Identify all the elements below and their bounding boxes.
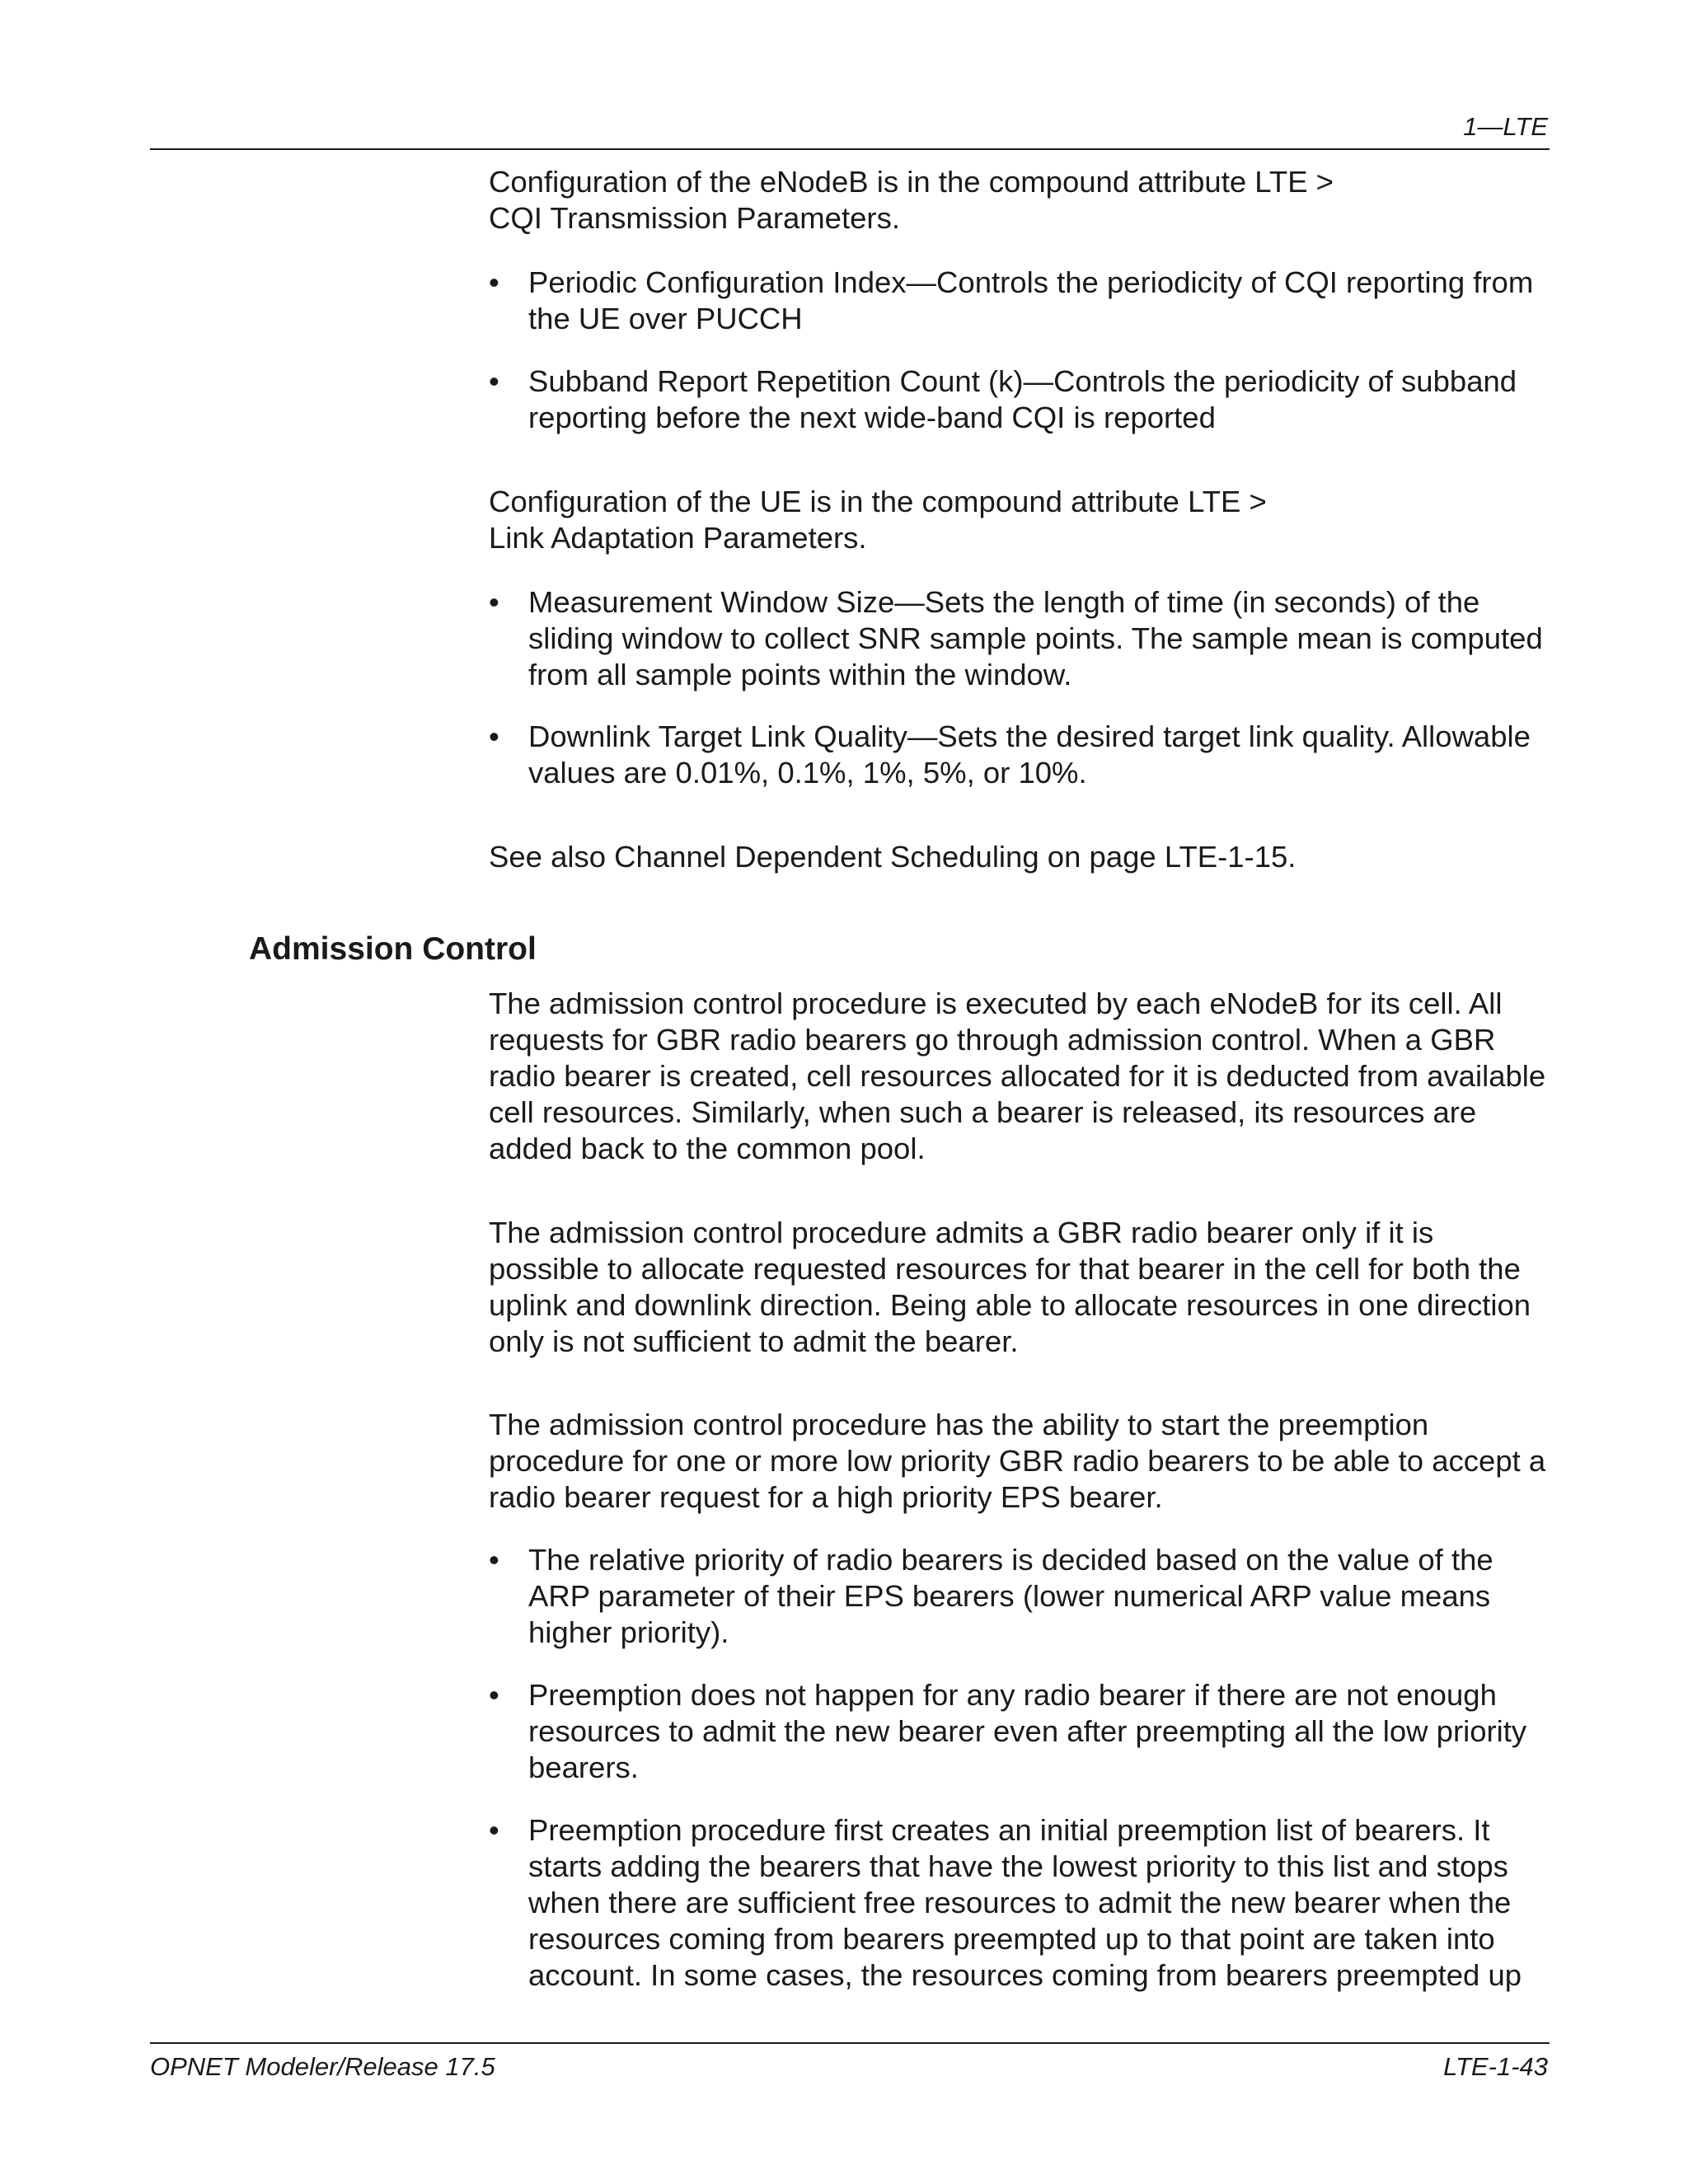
bullet-text-periodic-config-index: Periodic Configuration Index—Controls the periodicity of CQI reporting from the UE over PUCCH xyxy=(528,265,1534,335)
bullet-text-preemption-procedure: Preemption procedure first creates an initial preemption list of bearers. It starts adding the bearers that have the lowest priority to this list and stops when there are sufficient free resources to admit the new bearer when the resources coming from bearers preempted up to that point are taken into account. In some cases, the resources coming from bearers preempted up xyxy=(528,1813,1522,1992)
bullet-text-relative-priority: The relative priority of radio bearers is decided based on the value of the ARP parameter of their EPS bearers (lower numerical ARP value means higher priority). xyxy=(528,1543,1493,1649)
bullet-marker: • xyxy=(489,1543,499,1577)
ue-config-line-2: Link Adaptation Parameters. xyxy=(489,521,867,555)
footer-rule xyxy=(150,2042,1550,2044)
ue-config-paragraph xyxy=(489,484,1552,556)
ue-config-line-1: Configuration of the UE is in the compound attribute LTE > xyxy=(489,485,1267,518)
bullet-marker: • xyxy=(489,1813,499,1847)
section-heading-admission-control: Admission Control xyxy=(249,931,537,967)
running-header: 1—LTE xyxy=(1463,112,1548,141)
enodeb-config-paragraph xyxy=(489,164,1552,237)
admission-paragraph-2: The admission control procedure admits a GBR radio bearer only if it is possible to allocate requested resources for that bearer in the cell for both the uplink and downlink direction. Being able to allocate resources in one direction only is not sufficient to admit the bearer. xyxy=(489,1216,1531,1358)
admission-paragraph-1: The admission control procedure is executed by each eNodeB for its cell. All requests for GBR radio bearers go through admission control. When a GBR radio bearer is created, cell resources allocated for it is deducted from available cell resources. Similarly, when such a bearer is released, its resources are added back to the common pool. xyxy=(489,987,1546,1165)
bullet-text-preemption-not-happen: Preemption does not happen for any radio bearer if there are not enough resources to admit the new bearer even after preempting all the low priority bearers. xyxy=(528,1678,1527,1784)
bullet-marker: • xyxy=(489,719,499,753)
bullet-text-measurement-window: Measurement Window Size—Sets the length of time (in seconds) of the sliding window to collect SNR sample points. The sample mean is computed from all sample points within the window. xyxy=(528,585,1543,691)
bullet-text-downlink-target: Downlink Target Link Quality—Sets the desired target link quality. Allowable values are 0.01%, 0.1%, 1%, 5%, or 10%. xyxy=(528,719,1531,790)
see-also-paragraph: See also Channel Dependent Scheduling on page LTE-1-15. xyxy=(489,840,1296,874)
enodeb-config-line-2: CQI Transmission Parameters. xyxy=(489,201,900,235)
enodeb-config-line-1: Configuration of the eNodeB is in the compound attribute LTE > xyxy=(489,165,1334,199)
bullet-marker: • xyxy=(489,364,499,398)
bullet-text-subband-report: Subband Report Repetition Count (k)—Controls the periodicity of subband reporting before the next wide-band CQI is reported xyxy=(528,364,1517,434)
footer-product-release: OPNET Modeler/Release 17.5 xyxy=(150,2052,495,2081)
bullet-marker: • xyxy=(489,585,499,619)
admission-paragraph-3: The admission control procedure has the ability to start the preemption procedure for one or more low priority GBR radio bearers to be able to accept a radio bearer request for a high priority EPS bearer. xyxy=(489,1408,1546,1514)
footer-page-number: LTE-1-43 xyxy=(1443,2052,1548,2081)
bullet-marker: • xyxy=(489,265,499,299)
header-rule xyxy=(150,148,1550,150)
bullet-marker: • xyxy=(489,1678,499,1712)
